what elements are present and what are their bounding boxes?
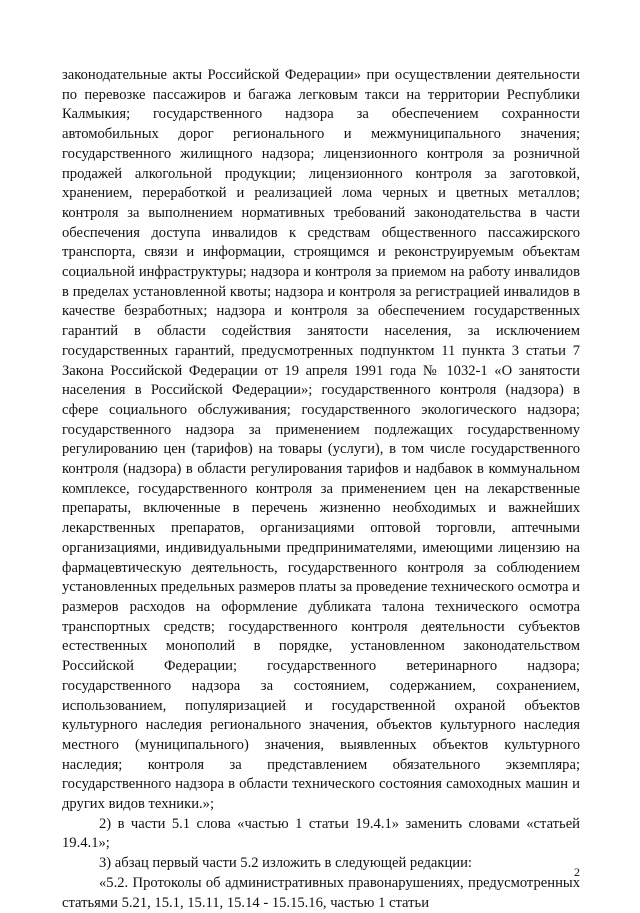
- paragraph-quote-5-2: «5.2. Протоколы об административных правонарушениях, предусмотренных статьями 5.21, 15.1, 15.11, 15.14 - 15.15.16, частью 1 статьи: [62, 874, 580, 911]
- paragraph-item-2: 2) в части 5.1 слова «частью 1 статьи 19.4.1» заменить словами «статьей 19.4.1»;: [62, 815, 580, 852]
- document-body: [62, 66, 580, 913]
- paragraph-continuation: законодательные акты Российской Федерации» при осуществлении деятельности по перевозке пассажиров и багажа легковым такси на территории Республики Калмыкия; государственного надзора за обеспечением сохранности автомобильных дорог регионального и межмуниципального значения; государственного жилищного надзора; лицензионного контроля за розничной продажей алкогольной продукции; лицензионного контроля за заготовкой, хранением, переработкой и реализацией лома черных и цветных металлов; контроля за выполнением нормативных требований законодательства в части обеспечения доступа инвалидов к средствам общественного пассажирского транспорта, связи и информации, строящимся и реконструируемым объектам социальной инфраструктуры; надзора и контроля за приемом на работу инвалидов в пределах установленной квоты; надзора и контроля за регистрацией инвалидов в качестве безработных; надзора и контроля за обеспечением государственных гарантий в области содействия занятости населения, за исключением государственных гарантий, предусмотренных подпунктом 11 пункта 3 статьи 7 Закона Российской Федерации от 19 апреля 1991 года № 1032-1 «О занятости населения в Российской Федерации»; государственного контроля (надзора) в сфере социального обслуживания; государственного экологического надзора; государственного надзора за применением подлежащих государственному регулированию цен (тарифов) на товары (услуги), в том числе государственного контроля (надзора) в области регулирования тарифов и надбавок в коммунальном комплексе, государственного контроля за применением цен на лекарственные препараты, включенные в перечень жизненно необходимых и важнейших лекарственных препаратов, организациями оптовой торговли, аптечными организациями, индивидуальными предпринимателями, имеющими лицензию на фармацевтическую деятельность, государственного контроля за соблюдением установленных предельных размеров платы за проведение технического осмотра и размеров расходов на оформление дубликата талона технического осмотра транспортных средств; государственного контроля деятельности субъектов естественных монополий в порядке, установленном законодательством Российской Федерации; государственного ветеринарного надзора; государственного надзора за состоянием, содержанием, сохранением, использованием, популяризацией и государственной охраной объектов культурного наследия регионального значения, объектов культурного наследия местного (муниципального) значения, выявленных объектов культурного наследия; контроля за представлением обязательного экземпляра; государственного надзора в области технического состояния самоходных машин и других видов техники.»;: [62, 67, 580, 813]
- page-number: 2: [574, 865, 580, 879]
- paragraph-item-3: 3) абзац первый части 5.2 изложить в следующей редакции:: [99, 855, 472, 872]
